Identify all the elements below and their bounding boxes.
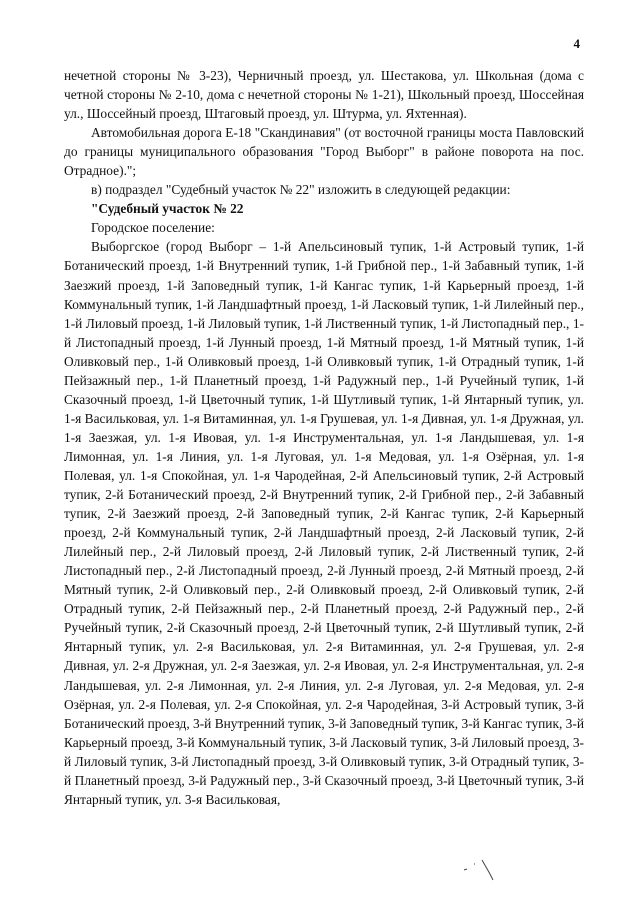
paragraph-subsection-instruction: в) подраздел "Судебный участок № 22" изложить в следующей редакции:	[91, 182, 511, 198]
page-number: 4	[573, 36, 580, 51]
document-body	[64, 66, 584, 809]
paragraph-urban-settlement: Городское поселение:	[91, 220, 215, 236]
handwritten-tick-icon	[462, 858, 498, 882]
section-heading: "Судебный участок № 22	[91, 201, 244, 217]
paragraph-highway-e18: Автомобильная дорога Е-18 "Скандинавия" (от восточной границы моста Павловский до границы муниципального образования "Город Выборг" в районе поворота на пос. Отрадное).";	[64, 125, 584, 179]
paragraph-street-list: Выборгское (город Выборг – 1-й Апельсиновый тупик, 1-й Астровый тупик, 1-й Ботанический проезд, 1-й Внутренний тупик, 1-й Грибной пер., 1-й Забавный тупик, 1-й Заезжий проезд, 1-й Заповедный тупик, 1-й Кангас тупик, 1-й Карьерный проезд, 1-й Коммунальный тупик, 1-й Ландшафтный проезд, 1-й Ласковый тупик, 1-й Лилейный пер., 1-й Лиловый проезд, 1-й Лиловый тупик, 1-й Лиственный тупик, 1-й Листопадный пер., 1-й Листопадный проезд, 1-й Лунный проезд, 1-й Мятный проезд, 1-й Мятный тупик, 1-й Оливковый пер., 1-й Оливковый проезд, 1-й Оливковый тупик, 1-й Отрадный тупик, 1-й Пейзажный пер., 1-й Планетный проезд, 1-й Радужный пер., 1-й Ручейный тупик, 1-й Сказочный проезд, 1-й Цветочный тупик, 1-й Шутливый тупик, 1-й Янтарный тупик, ул. 1-я Васильковая, ул. 1-я Витаминная, ул. 1-я Грушевая, ул. 1-я Дивная, ул. 1-я Дружная, ул. 1-я Заезжая, ул. 1-я Ивовая, ул. 1-я Инструментальная, ул. 1-я Ландышевая, ул. 1-я Лимонная, ул. 1-я Линия, ул. 1-я Луговая, ул. 1-я Медовая, ул. 1-я Озёрная, ул. 1-я Полевая, ул. 1-я Спокойная, ул. 1-я Чародейная, 2-й Апельсиновый тупик, 2-й Астровый тупик, 2-й Ботанический проезд, 2-й Внутренний тупик, 2-й Грибной пер., 2-й Забавный тупик, 2-й Заезжий проезд, 2-й Заповедный тупик, 2-й Кангас тупик, 2-й Карьерный проезд, 2-й Коммунальный тупик, 2-й Ландшафтный проезд, 2-й Ласковый тупик, 2-й Лилейный пер., 2-й Лиловый проезд, 2-й Лиловый тупик, 2-й Лиственный тупик, 2-й Листопадный пер., 2-й Листопадный проезд, 2-й Лунный проезд, 2-й Мятный проезд, 2-й Мятный тупик, 2-й Оливковый пер., 2-й Оливковый проезд, 2-й Оливковый тупик, 2-й Отрадный тупик, 2-й Пейзажный пер., 2-й Планетный проезд, 2-й Радужный пер., 2-й Ручейный тупик, 2-й Сказочный проезд, 2-й Цветочный тупик, 2-й Шутливый тупик, 2-й Янтарный тупик, ул. 2-я Васильковая, ул. 2-я Витаминная, ул. 2-я Грушевая, ул. 2-я Дивная, ул. 2-я Дружная, ул. 2-я Заезжая, ул. 2-я Ивовая, ул. 2-я Инструментальная, ул. 2-я Ландышевая, ул. 2-я Лимонная, ул. 2-я Линия, ул. 2-я Луговая, ул. 2-я Медовая, ул. 2-я Озёрная, ул. 2-я Полевая, ул. 2-я Спокойная, ул. 2-я Чародейная, 3-й Астровый тупик, 3-й Ботанический проезд, 3-й Внутренний тупик, 3-й Заповедный тупик, 3-й Кангас тупик, 3-й Карьерный проезд, 3-й Коммунальный тупик, 3-й Ласковый тупик, 3-й Лиловый проезд, 3-й Лиловый тупик, 3-й Листопадный проезд, 3-й Оливковый тупик, 3-й Отрадный тупик, 3-й Планетный проезд, 3-й Радужный пер., 3-й Сказочный проезд, 3-й Цветочный тупик, 3-й Янтарный тупик, ул. 3-я Васильковая,	[64, 239, 584, 807]
paragraph-continuation: нечетной стороны № 3-23), Черничный проезд, ул. Шестакова, ул. Школьная (дома с четной стороны № 2-10, дома с нечетной стороны № 1-21), Школьный проезд, Шоссейная ул., Шоссейный проезд, Штаговый проезд, ул. Штурма, ул. Яхтенная).	[64, 68, 584, 122]
